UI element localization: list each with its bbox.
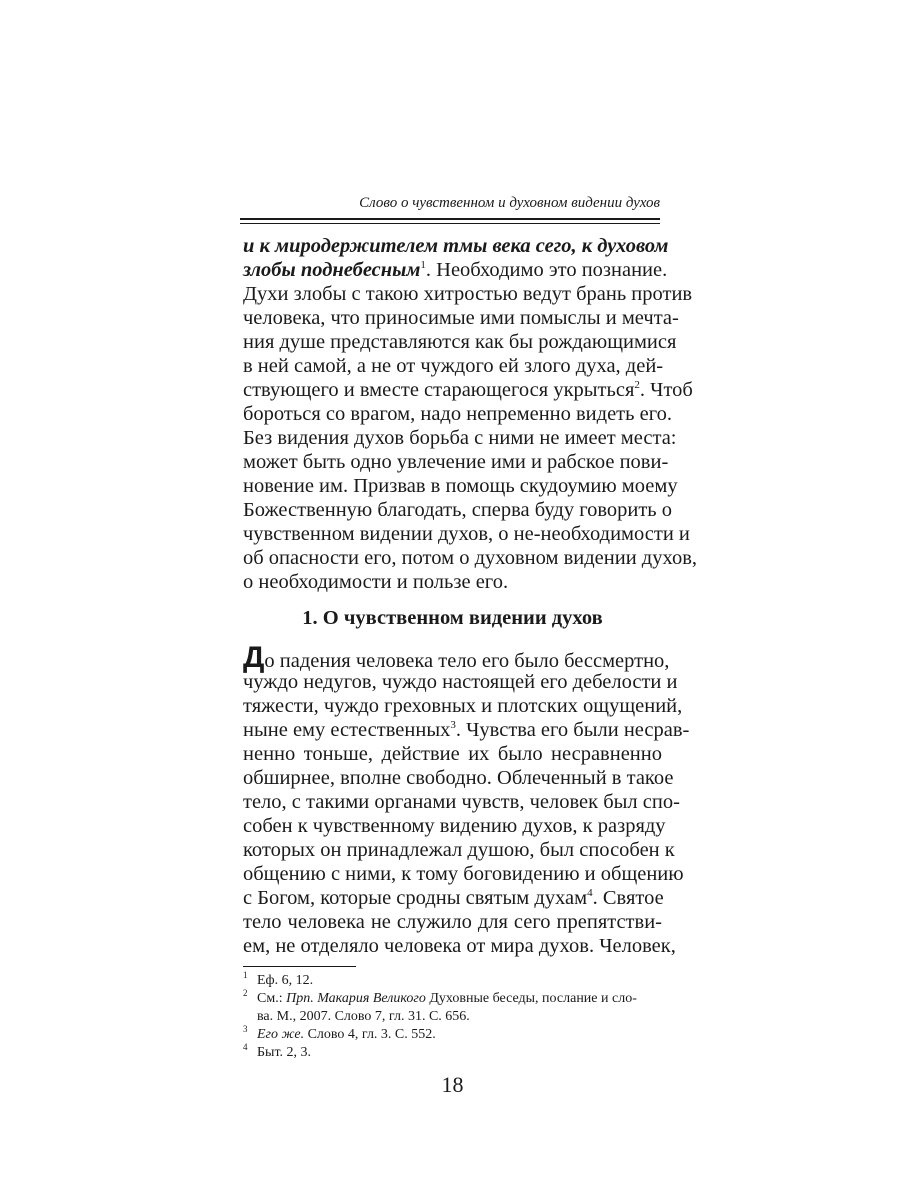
footnote-ref: 4	[587, 887, 593, 900]
text-line: может быть одно увлечение ими и рабское пови-	[243, 451, 669, 473]
text-line: тело, с такими органами чувств, человек был спо-	[243, 791, 680, 813]
footnote-ref: 1	[420, 259, 426, 272]
text-line: тело человека не служило для сего препятстви-	[243, 911, 662, 933]
text-line: Без видения духов борьба с ними не имеет места:	[243, 427, 677, 449]
drop-cap: Д	[243, 641, 265, 674]
scripture-quote: и к миродержителем тмы века сего, к духовом	[243, 235, 669, 257]
text-line: собен к чувственному видению духов, к разряду	[243, 815, 666, 837]
footnote-rule	[243, 966, 356, 967]
footnote: 3 Его же. Слово 4, гл. 3. С. 552.	[243, 1024, 436, 1042]
text-line: чувственном видении духов, о не-необходимости и	[243, 523, 690, 545]
footnote: ва. М., 2007. Слово 7, гл. 31. С. 656.	[257, 1009, 470, 1024]
text-line	[243, 234, 669, 258]
text-line: ныне ему естественных$^3$. Чувства его были несрав-	[243, 719, 690, 741]
page-number: 18	[441, 1072, 464, 1097]
text-line: тяжести, чуждо греховных и плотских ощущений,	[243, 695, 683, 717]
running-head: Слово о чувственном и духовном видении духов	[359, 195, 660, 211]
footnote: 1 Еф. 6, 12.	[243, 970, 314, 988]
scripture-quote: злобы поднебесным	[243, 259, 421, 281]
text-line: которых он принадлежал душою, был способен к	[243, 839, 675, 861]
text-line: Духи злобы с такою хитростью ведут брань против	[243, 283, 693, 305]
text-line: Божественную благодать, сперва буду говорить о	[243, 499, 673, 521]
text-line: человека, что приносимые ими помыслы и мечта-	[243, 307, 679, 329]
text-line: общению с ними, к тому боговидению и общению	[243, 863, 684, 885]
footnote: 2 См.: Прп. Макария Великого Духовные беседы, послание и сло-	[243, 988, 637, 1006]
text-line: бороться со врагом, надо непременно видеть его.	[243, 403, 672, 425]
header-rule-thick	[240, 218, 660, 220]
footnote-ref: 3	[450, 719, 456, 732]
footnote-ref: 2	[634, 379, 640, 392]
text-line: ем, не отделяло человека от мира духов. Человек,	[243, 935, 676, 957]
text-line: злобы поднебесным$^1$. Необходимо это познание.	[243, 259, 668, 281]
text-line: об опасности его, потом о духовном видении духов,	[243, 547, 698, 569]
text-line: обширнее, вполне свободно. Облеченный в такое	[243, 767, 674, 789]
text-line: ненно тоньше, действие их было несравненно	[243, 743, 662, 765]
text-line: новение им. Призвав в помощь скудоумию моему	[243, 475, 678, 497]
header-rule-thin	[240, 223, 660, 224]
text-line: в ней самой, а не от чуждого ей злого духа, дей-	[243, 355, 664, 377]
section-title: 1. О чувственном видении духов	[302, 607, 603, 629]
text-line: ния душе представляются как бы рождающимися	[243, 331, 677, 353]
footnote: 4 Быт. 2, 3.	[243, 1042, 312, 1060]
text-line: ствующего и вместе старающегося укрыться$^2$. Чтоб	[243, 379, 693, 401]
text-line: До падения человека тело его было бессмертно,	[243, 641, 670, 674]
text-line: чуждо недугов, чуждо настоящей его дебелости и	[243, 671, 678, 693]
text-line: о необходимости и пользе его.	[243, 571, 509, 593]
text-line: с Богом, которые сродны святым духам$^4$. Святое	[243, 887, 664, 909]
